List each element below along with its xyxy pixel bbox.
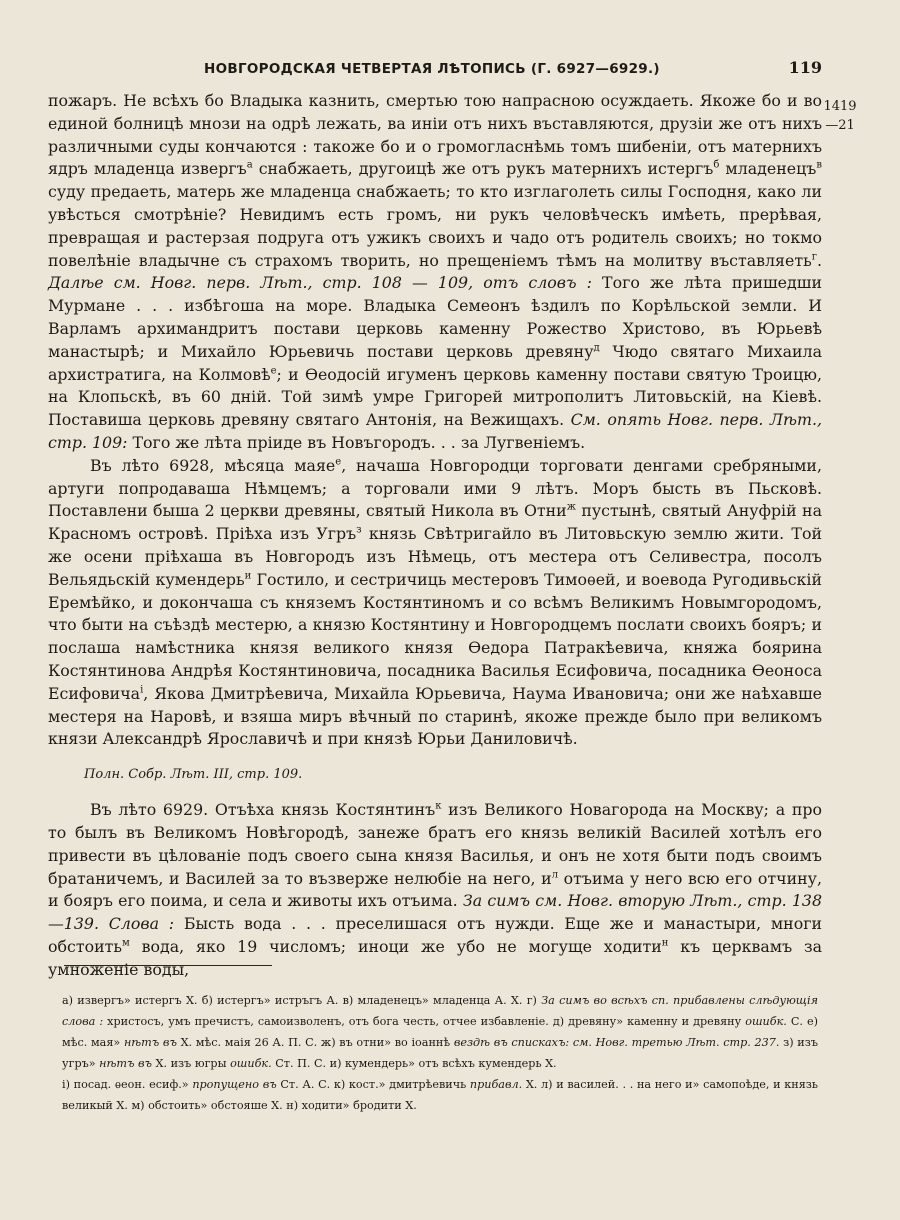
text-run: суду предаеть, матерь же младенца снабжаеть; то кто изглаголеть силы Господня, како ли увѣсться смотрѣніе? Невидимъ есть громъ, ни рукъ человѣческъ имѣеть, прерѣвая, превращая и растерзая подруга отъ ужикъ своихъ и чадо отъ родитель своихъ; но токмо повелѣніе владычне съ страхомъ творить, но прещеніемъ тѣмъ на молитву въставляеть	[48, 182, 822, 270]
margin-year-note	[820, 97, 860, 135]
text-run: снабжаеть, другоицѣ же отъ рукъ матернихъ истергъ	[252, 159, 714, 179]
footnote-mark: з	[356, 524, 362, 536]
text-run: Въ лѣто 6928, мѣсяца маяе	[90, 455, 336, 475]
footnote-mark: в	[816, 160, 822, 172]
margin-year-range: —21	[825, 118, 855, 133]
footnote-italic: ошибк.	[745, 1015, 787, 1028]
text-run: Бысть вода . . . преселишася отъ нужди. Еще же и манастыри, многи обстоить	[48, 914, 823, 956]
text-run: , Якова Дмитрѣевича, Михайла Юрьевича, Наума Ивановича; они же наѣхавше местеря на Наровѣ, и взяша миръ вѣчный по старинѣ, якоже прежде было при великомъ князи Александрѣ Ярославичѣ и при князѣ Юрьи Даниловичѣ.	[48, 683, 822, 749]
footnote-italic: За симъ во всѣхъ сп. прибавлены слѣдующія слова :	[62, 994, 818, 1028]
footnote-italic: пропущено въ	[192, 1078, 277, 1091]
footnote-block-2	[62, 1074, 818, 1116]
margin-year: 1419	[823, 99, 857, 114]
editorial-reference: См. опять Новг. перв. Лѣт., стр. 109:	[48, 410, 822, 452]
footnote-italic: вездѣ въ спискахъ: см. Новг. третью Лѣт. стр. 237.	[453, 1036, 780, 1049]
page-number: 119	[788, 58, 822, 77]
footnote-text: Х. изъ югры	[151, 1057, 231, 1070]
text-run: Гостило, и сестричиць местеровъ Тимоѳей, и воевода Ругодивьскій Еремѣйко, и докончаша съ княземъ Костянтиномъ и со всѣмъ Великимъ Новымгородомъ, что быти на съѣздѣ местерю, а князю Костянтину и Новгородцемъ послати своихъ бояръ; и послаша намѣстника князя великого князя Ѳедора Патракѣевича, княжа боярина Костянтинова Андрѣя Костянтиновича, посадника Василья Есифовича, посадника Ѳеоноса Есифовича	[48, 569, 823, 703]
footnote-mark: и	[244, 570, 252, 582]
page-header	[48, 58, 822, 84]
text-run: ; и Ѳеодосій игуменъ церковь каменну постави святую Троицю, на Клопьскѣ, въ 60 дній. Той зимѣ умре Григорей митрополитъ Литовьскій, на Кіевѣ. Поставиша церковь древяну святаго Антонія, на Вежищахъ.	[48, 364, 823, 430]
footnote-italic: прибавл.	[469, 1078, 523, 1091]
footnote-mark: е	[335, 456, 342, 468]
footnote-text: христосъ, умъ пречистъ, самоизволенъ, отъ бога честь, отчее избавленіе. д) древяну» каменну и древяну	[103, 1015, 746, 1028]
text-run: князь Свѣтригайло въ Литовьскую землю жити. Той же осени пріѣхаша въ Новгородъ изъ Нѣмець, отъ местера отъ Селивестра, посолъ Вельядьскій кумендерь	[48, 524, 822, 589]
text-run: отъима у него всю его отчину, и бояръ его поима, и села и животы ихъ отъима.	[48, 868, 822, 911]
text-run: Того же лѣта пріиде въ Новъгородъ. . . за Лугвеніемъ.	[127, 432, 586, 452]
editorial-reference: Далѣе см. Новг. перв. Лѣт., стр. 108 — 109, отъ словъ :	[48, 273, 592, 293]
footnote-divider	[64, 965, 272, 966]
footnote-mark: а	[246, 160, 253, 172]
footnote-mark: к	[435, 800, 442, 812]
text-run: пожаръ. Не всѣхъ бо Владыка казнить, смертью тою напрасною осуждаеть. Якоже бо и во единой болницѣ мнози на одрѣ лежать, ва иніи отъ нихъ въставляются, друзіи же отъ нихъ различными суды кончаются : такоже бо и о громогласнѣмь томъ шибеніи, отъ матернихъ ядръ младенца извергъ	[48, 91, 822, 179]
paragraph-3	[48, 799, 822, 981]
footnote-mark: м	[122, 937, 130, 949]
footnote-mark: г	[811, 251, 817, 263]
text-run: , начаша Новгородци торговати денгами сребряными, артуги попродаваша Нѣмцемъ; а торговали ими 9 лѣтъ. Моръ бысть въ Пьсковѣ. Поставлени быша 2 церкви древяны, святый Никола въ Отни	[48, 455, 822, 521]
footnote-block-1	[62, 990, 818, 1074]
footnote-italic: нѣтъ въ	[99, 1057, 152, 1070]
footnote-text: С. е) мѣс. мая»	[62, 1015, 818, 1049]
paragraph-1	[48, 90, 822, 455]
footnote-text: з) изъ угръ»	[62, 1036, 818, 1070]
footnote-text: і) посад. ѳеон. есиф.»	[62, 1078, 193, 1091]
spacer	[48, 785, 822, 799]
running-head: НОВГОРОДСКАЯ ЧЕТВЕРТАЯ ЛѢТОПИСЬ (Г. 6927—6929.)	[204, 61, 660, 77]
footnote-text: а) извергъ» истергъ Х. б) истергъ» истръгъ А. в) младенецъ» младенца А. Х. г)	[62, 994, 542, 1007]
footnote-mark: б	[713, 160, 720, 172]
footnote-mark: і	[140, 684, 144, 696]
text-run: Того же лѣта пришедши Мурмане . . . избѣгоша на море. Владыка Семеонъ ѣздилъ по Корѣльской земли. И Варламъ архимандритъ постави церковь каменну Рожество Христово, въ Юрьевѣ манастырѣ; и Михайло Юрьевичь постави церковь древяну	[48, 273, 822, 361]
spacer	[48, 751, 822, 765]
footnote-mark: е	[270, 365, 277, 377]
footnote-mark: ж	[566, 502, 576, 514]
text-run: .	[816, 250, 822, 270]
footnote-mark: л	[551, 869, 559, 881]
main-text	[48, 90, 822, 981]
text-run: Въ лѣто 6929. Отъѣха князь Костянтинъ	[90, 800, 436, 820]
editorial-reference: За симъ см. Новг. вторую Лѣт., стр. 138—139. Слова :	[48, 891, 822, 934]
text-run: къ церквамъ за умноженіе воды,	[48, 936, 822, 979]
text-run: пустынѣ, святый Ануфрій на Красномъ островѣ. Пріѣха изъ Угръ	[48, 501, 823, 544]
text-run: изъ Великого Новагорода на Москву; а про то былъ въ Великомъ Новѣгородѣ, занеже братъ его князь великій Василей хотѣлъ его привести въ цѣлованіе подъ своего сына князя Василья, и онъ не хотя быти подъ своимъ братаничемъ, и Василей за то възверже нелюбіе на него, и	[48, 800, 823, 888]
footnote-mark: н	[661, 937, 669, 949]
footnote-text: Ст. А. С. к) кост.» дмитрѣевичь	[276, 1078, 470, 1091]
text-run: младенецъ	[719, 159, 817, 179]
paragraph-2	[48, 455, 822, 751]
footnote-text: Х. л) и василей. . . на него и» самопоѣде, и князь великый Х. м) обстоить» обстояше Х. н) ходити» бродити Х.	[62, 1078, 818, 1112]
footnotes	[62, 990, 818, 1116]
source-citation: Полн. Собр. Лѣт. III, стр. 109.	[84, 767, 303, 783]
footnote-text: Х. мѣс. маія 26 А. П. С. ж) въ отни» во іоаннѣ	[176, 1036, 454, 1049]
footnote-mark: д	[593, 342, 600, 354]
text-run: вода, яко 19 числомъ; иноци же убо не могуще ходити	[129, 936, 662, 956]
footnote-italic: нѣтъ въ	[123, 1036, 177, 1049]
footnote-text: Ст. П. С. и) кумендерь» отъ всѣхъ кумендерь Х.	[271, 1057, 557, 1070]
text-run: Чюдо святаго Михаила архистратига, на Колмовѣ	[48, 341, 822, 384]
footnote-italic: ошибк.	[230, 1057, 272, 1070]
